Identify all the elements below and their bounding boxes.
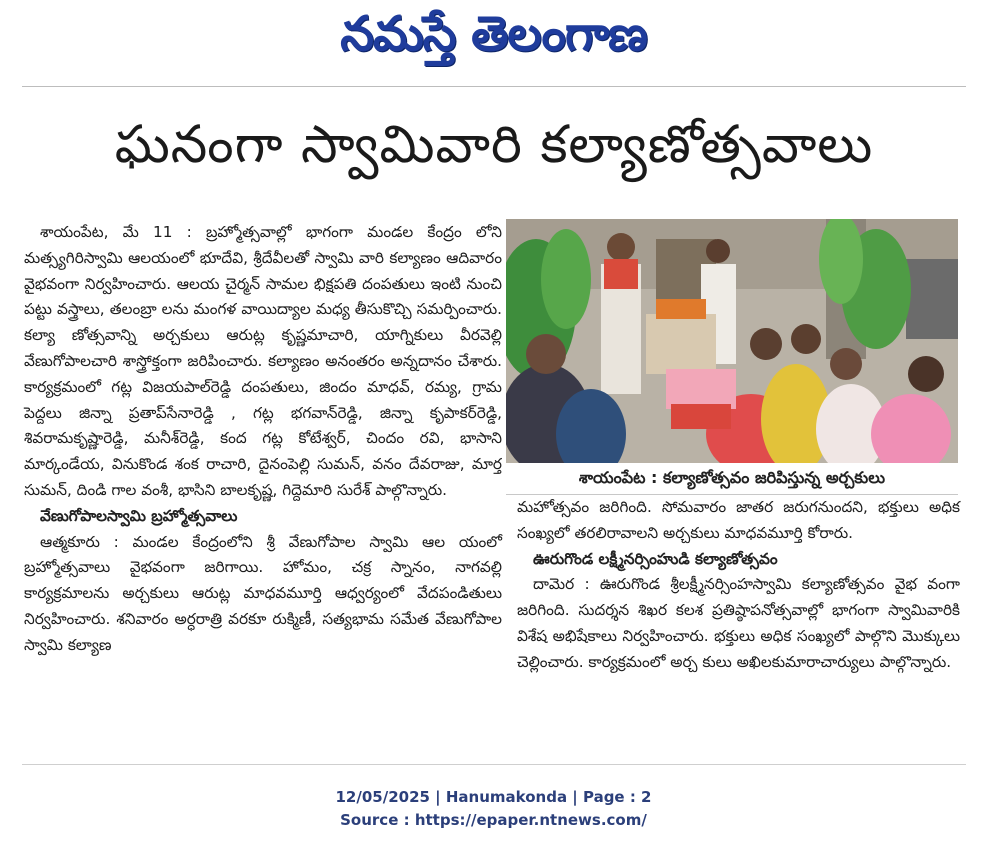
article-photo — [506, 219, 958, 463]
right-column — [517, 495, 960, 676]
left-subheading: వేణుగోపాలస్వామి బ్రహ్మోత్సవాలు — [40, 506, 238, 525]
bottom-divider — [22, 764, 966, 765]
source-link[interactable]: Source : https://epaper.ntnews.com/ — [340, 811, 647, 829]
photo-caption: శాయంపేట : కల్యాణోత్సవం జరిపిస్తున్న అర్చకులు — [578, 468, 886, 487]
left-paragraph-1: శాయంపేట, మే 11 : బ్రహ్మోత్సవాల్లో భాగంగా మండల కేంద్రం లోని మత్స్యగిరిస్వామి ఆలయంలో భూదేవి, శ్రీదేవీలతో స్వామి వారి కల్యాణం ఆదివారం వైభవంగా నిర్వహించారు. ఆలయ చైర్మన్ సామల భిక్షపతి దంపతులు ఇంటి నుంచి పట్టు వస్త్రాలు, తలంబ్రా లను మంగళ వాయిద్యాల మధ్య తీసుకొచ్చి సమర్పించారు. కల్యా ణోత్సవాన్ని అర్చకులు ఆరుట్ల కృష్ణమాచారి, యాగ్నికులు వీరవెల్లి వేణుగోపాలచారి శాస్త్రోక్తంగా జరిపించారు. కల్యాణం అనంతరం అన్నదానం చేశారు. కార్యక్రమంలో గట్ల విజయపాల్‌రెడ్డి దంపతులు, జిందం మాధవ్, రమ్య, గ్రామ పెద్దలు జిన్నా ప్రతాప్‌సేనారెడ్డి , గట్ల భగవాన్‌రెడ్డి, జిన్నా కృపాకర్‌రెడ్డి, శివరామకృష్ణారెడ్డి, మనీశ్‌రెడ్డి, కంద గట్ల కోటేశ్వర్, చిందం రవి, భాసాని మార్కండేయ, వినుకొండ శంక రాచారి, దైనంపెల్లి సుమన్, వనం దేవరాజు, మార్త సుమన్, దిండి గాల వంశీ, భాసిని బాలకృష్ణ, గిద్దెమారి సురేశ్ పాల్గొన్నారు. — [24, 223, 502, 499]
left-paragraph-2: ఆత్మకూరు : మండల కేంద్రంలోని శ్రీ వేణుగోపాల స్వామి ఆల యంలో బ్రహ్మోత్సవాలు వైభవంగా జరిగాయి. హోమం, చక్ర స్నానం, నాగవల్లి కార్యక్రమాలను అర్చకులు ఆరుట్ల మాధవమూర్తి ఆధ్వర్యంలో వేదపండితులు నిర్వహించారు. శనివారం అర్ధరాత్రి వరకూ రుక్మిణీ, సత్యభామ సమేత వేణుగోపాల స్వామి కల్యాణ — [24, 532, 502, 654]
top-divider — [22, 86, 966, 87]
article-headline: ఘనంగా స్వామివారి కల్యాణోత్సవాలు — [114, 115, 874, 175]
right-paragraph-2: దామెర : ఊరుగొండ శ్రీలక్ష్మీనర్సింహస్వామి కల్యాణోత్సవం వైభ వంగా జరిగింది. సుదర్శన శిఖర కలశ ప్రతిష్ఠాపనోత్సవాల్లో భాగంగా స్వామివారికి విశేష అభిషేకాలు నిర్వహించారు. భక్తులు అధిక సంఖ్యలో పాల్గొని మొక్కులు చెల్లించారు. కార్యక్రమంలో అర్చ కులు అఖిలకుమారాచార్యులు పాల్గొన్నారు. — [517, 575, 960, 671]
right-subheading: ఊరుగొండ లక్ష్మీనర్సింహుడి కల్యాణోత్సవం — [533, 549, 778, 568]
edition-info: 12/05/2025 | Hanumakonda | Page : 2 — [335, 788, 652, 806]
right-paragraph-1: మహోత్సవం జరిగింది. సోమవారం జాతర జరుగనుందని, భక్తులు అధిక సంఖ్యలో తరలిరావాలని అర్చకులు మాధవమూర్తి కోరారు. — [517, 498, 960, 542]
masthead-logo: నమస్తే తెలంగాణ — [340, 6, 647, 62]
left-column — [24, 220, 502, 659]
